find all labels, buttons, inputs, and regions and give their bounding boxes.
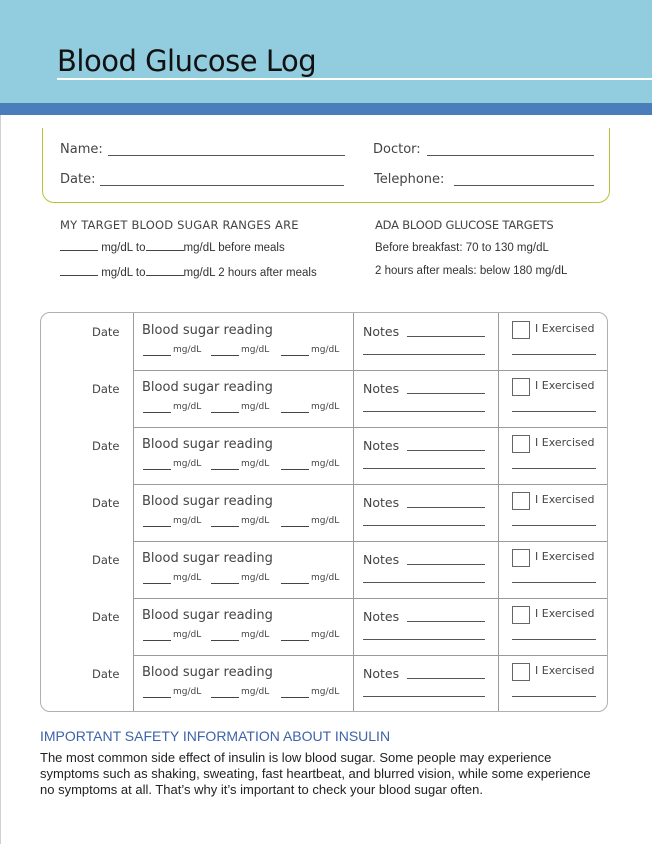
- glucose-log-table: [40, 312, 608, 712]
- blank-line[interactable]: [60, 241, 98, 251]
- target-text: mg/dL 2 hours after meals: [183, 267, 317, 279]
- unit-label: mg/dL: [311, 402, 340, 412]
- reading-field[interactable]: [281, 697, 309, 698]
- date-label: Date: [92, 382, 120, 396]
- blank-line[interactable]: [60, 266, 98, 276]
- row-divider: [133, 655, 607, 656]
- exercised-label: I Exercised: [535, 493, 595, 506]
- notes-label: Notes: [363, 666, 400, 681]
- unit-label: mg/dL: [311, 573, 340, 583]
- reading-field[interactable]: [143, 583, 171, 584]
- telephone-label: Telephone:: [374, 172, 445, 187]
- reading-field[interactable]: [143, 412, 171, 413]
- notes-label: Notes: [363, 495, 400, 510]
- name-label: Name:: [60, 142, 103, 157]
- blank-line[interactable]: [146, 266, 184, 276]
- log-row: [41, 598, 607, 655]
- row-divider: [133, 370, 607, 371]
- blood-sugar-reading-label: Blood sugar reading: [142, 323, 273, 338]
- exercised-checkbox[interactable]: [512, 492, 530, 510]
- ada-targets-heading: ADA BLOOD GLUCOSE TARGETS: [375, 218, 554, 232]
- notes-label: Notes: [363, 609, 400, 624]
- reading-field[interactable]: [143, 469, 171, 470]
- reading-field[interactable]: [211, 640, 239, 641]
- log-row: [41, 313, 607, 370]
- log-row: [41, 427, 607, 484]
- row-divider: [133, 484, 607, 485]
- exercised-checkbox[interactable]: [512, 378, 530, 396]
- notes-field[interactable]: [407, 564, 485, 565]
- exercise-note-field[interactable]: [512, 639, 596, 640]
- unit-label: mg/dL: [173, 402, 202, 412]
- exercise-note-field[interactable]: [512, 468, 596, 469]
- notes-field-line2[interactable]: [363, 354, 485, 355]
- exercise-note-field[interactable]: [512, 354, 596, 355]
- target-text: mg/dL before meals: [183, 242, 285, 254]
- date-label: Date: [92, 667, 120, 681]
- blood-sugar-reading-label: Blood sugar reading: [142, 437, 273, 452]
- title-underline: [57, 78, 652, 80]
- notes-field-line2[interactable]: [363, 468, 485, 469]
- reading-field[interactable]: [143, 640, 171, 641]
- unit-label: mg/dL: [241, 402, 270, 412]
- notes-field-line2[interactable]: [363, 696, 485, 697]
- exercised-label: I Exercised: [535, 607, 595, 620]
- reading-field[interactable]: [281, 355, 309, 356]
- unit-label: mg/dL: [311, 687, 340, 697]
- reading-field[interactable]: [211, 355, 239, 356]
- unit-label: mg/dL: [241, 687, 270, 697]
- unit-label: mg/dL: [241, 459, 270, 469]
- unit-label: mg/dL: [311, 630, 340, 640]
- blood-sugar-reading-label: Blood sugar reading: [142, 380, 273, 395]
- reading-field[interactable]: [281, 526, 309, 527]
- exercised-checkbox[interactable]: [512, 321, 530, 339]
- notes-label: Notes: [363, 438, 400, 453]
- reading-field[interactable]: [211, 469, 239, 470]
- notes-field[interactable]: [407, 393, 485, 394]
- notes-field-line2[interactable]: [363, 525, 485, 526]
- reading-field[interactable]: [143, 526, 171, 527]
- header-stripe: [0, 103, 652, 115]
- target-text: mg/dL to: [101, 242, 146, 254]
- notes-field-line2[interactable]: [363, 582, 485, 583]
- notes-label: Notes: [363, 552, 400, 567]
- unit-label: mg/dL: [311, 459, 340, 469]
- reading-field[interactable]: [281, 583, 309, 584]
- unit-label: mg/dL: [241, 516, 270, 526]
- exercised-checkbox[interactable]: [512, 606, 530, 624]
- reading-field[interactable]: [211, 412, 239, 413]
- patient-info-box: [42, 128, 610, 203]
- unit-label: mg/dL: [173, 345, 202, 355]
- date-label: Date:: [60, 172, 96, 187]
- my-targets-heading: MY TARGET BLOOD SUGAR RANGES ARE: [60, 218, 299, 232]
- exercise-note-field[interactable]: [512, 525, 596, 526]
- blood-sugar-reading-label: Blood sugar reading: [142, 608, 273, 623]
- unit-label: mg/dL: [173, 573, 202, 583]
- exercised-label: I Exercised: [535, 550, 595, 563]
- safety-body: The most common side effect of insulin is low blood sugar. Some people may experience symptoms such as shaking, sweating, fast heartbeat, and blurred vision, while some experience no symptoms at all. That’s why it’s important to check your blood sugar often.: [40, 750, 591, 797]
- telephone-field[interactable]: [454, 185, 594, 186]
- reading-field[interactable]: [281, 469, 309, 470]
- ada-before-breakfast: Before breakfast: 70 to 130 mg/dL: [375, 242, 549, 254]
- notes-field[interactable]: [407, 621, 485, 622]
- exercised-checkbox[interactable]: [512, 663, 530, 681]
- reading-field[interactable]: [211, 583, 239, 584]
- unit-label: mg/dL: [173, 516, 202, 526]
- my-target-after-meals: [60, 266, 317, 279]
- exercised-label: I Exercised: [535, 436, 595, 449]
- row-divider: [133, 598, 607, 599]
- exercise-note-field[interactable]: [512, 582, 596, 583]
- row-divider: [133, 427, 607, 428]
- blood-sugar-reading-label: Blood sugar reading: [142, 494, 273, 509]
- log-row: [41, 541, 607, 598]
- exercised-checkbox[interactable]: [512, 435, 530, 453]
- log-row: [41, 655, 607, 712]
- page-edge: [0, 0, 1, 844]
- date-label: Date: [92, 439, 120, 453]
- notes-field-line2[interactable]: [363, 639, 485, 640]
- notes-field[interactable]: [407, 450, 485, 451]
- date-label: Date: [92, 496, 120, 510]
- unit-label: mg/dL: [311, 345, 340, 355]
- date-label: Date: [92, 325, 120, 339]
- exercise-note-field[interactable]: [512, 696, 596, 697]
- name-field[interactable]: [108, 155, 345, 156]
- reading-field[interactable]: [281, 640, 309, 641]
- reading-field[interactable]: [211, 526, 239, 527]
- date-label: Date: [92, 553, 120, 567]
- unit-label: mg/dL: [241, 573, 270, 583]
- target-text: mg/dL to: [101, 267, 146, 279]
- blood-sugar-reading-label: Blood sugar reading: [142, 551, 273, 566]
- ada-after-meals: 2 hours after meals: below 180 mg/dL: [375, 265, 568, 277]
- reading-field[interactable]: [143, 697, 171, 698]
- reading-field[interactable]: [281, 412, 309, 413]
- log-row: [41, 370, 607, 427]
- notes-field[interactable]: [407, 678, 485, 679]
- notes-field[interactable]: [407, 336, 485, 337]
- log-row: [41, 484, 607, 541]
- notes-label: Notes: [363, 381, 400, 396]
- doctor-field[interactable]: [427, 155, 594, 156]
- page-title: Blood Glucose Log: [57, 44, 317, 78]
- exercised-label: I Exercised: [535, 322, 595, 335]
- exercised-label: I Exercised: [535, 664, 595, 677]
- safety-heading: IMPORTANT SAFETY INFORMATION ABOUT INSULIN: [40, 728, 391, 744]
- doctor-label: Doctor:: [373, 142, 421, 157]
- row-divider: [133, 541, 607, 542]
- unit-label: mg/dL: [241, 630, 270, 640]
- exercised-checkbox[interactable]: [512, 549, 530, 567]
- notes-field[interactable]: [407, 507, 485, 508]
- date-field[interactable]: [100, 185, 344, 186]
- unit-label: mg/dL: [173, 630, 202, 640]
- blood-sugar-reading-label: Blood sugar reading: [142, 665, 273, 680]
- unit-label: mg/dL: [173, 459, 202, 469]
- my-target-before-meals: [60, 241, 285, 254]
- exercised-label: I Exercised: [535, 379, 595, 392]
- blank-line[interactable]: [146, 241, 184, 251]
- unit-label: mg/dL: [311, 516, 340, 526]
- reading-field[interactable]: [211, 697, 239, 698]
- notes-label: Notes: [363, 324, 400, 339]
- reading-field[interactable]: [143, 355, 171, 356]
- date-label: Date: [92, 610, 120, 624]
- unit-label: mg/dL: [241, 345, 270, 355]
- unit-label: mg/dL: [173, 687, 202, 697]
- exercise-note-field[interactable]: [512, 411, 596, 412]
- notes-field-line2[interactable]: [363, 411, 485, 412]
